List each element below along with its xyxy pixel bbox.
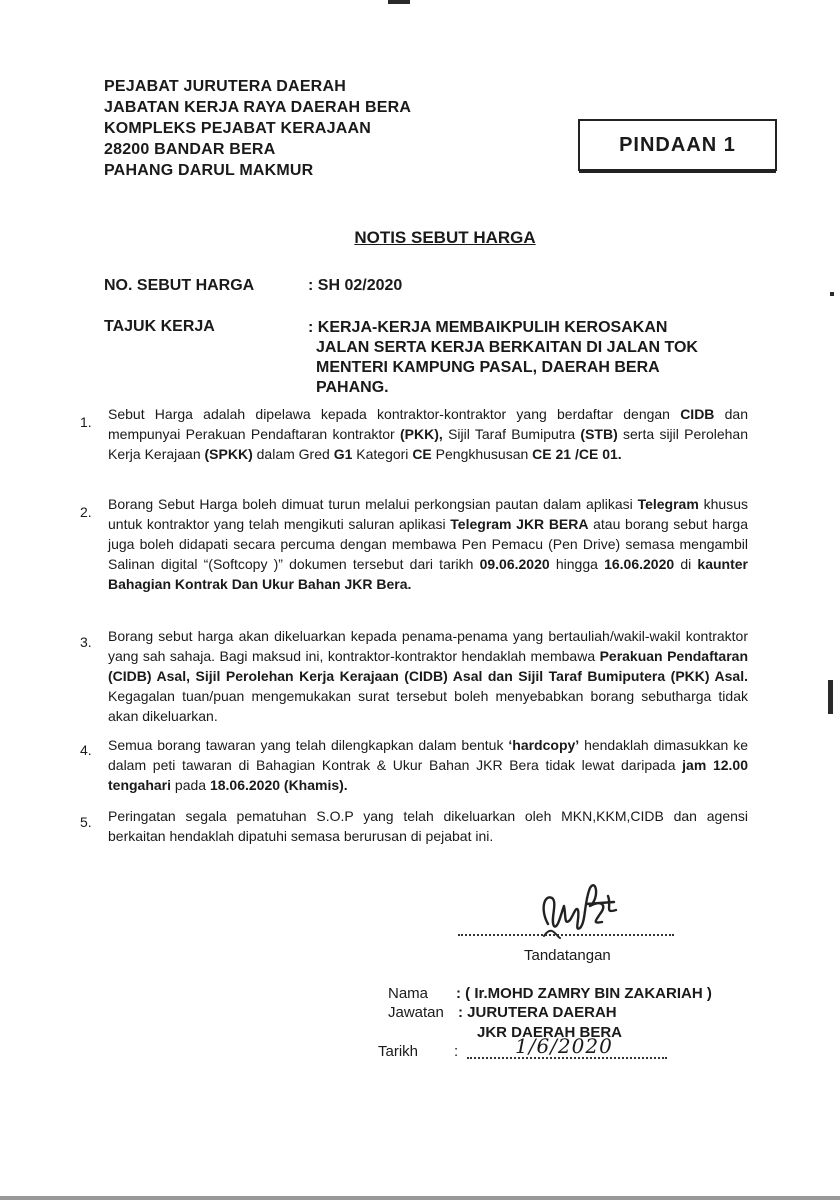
work-title-line: PAHANG.: [316, 379, 389, 396]
text: Kegagalan tuan/puan mengemukakan surat tersebut boleh menyebabkan borang sebutharga tidak akan dikeluarkan.: [108, 688, 748, 724]
paragraph-number: 1.: [80, 414, 92, 430]
text: Sebut Harga adalah dipelawa kepada kontraktor-kontraktor yang berdaftar dengan: [108, 406, 681, 422]
scan-mark-right: [828, 680, 833, 714]
text: Kategori: [352, 446, 413, 462]
bold-text: 18.06.2020 (Khamis).: [209, 777, 348, 793]
office-address: [104, 76, 411, 181]
date-label: Tarikh: [378, 1043, 419, 1060]
paragraph-3: [108, 626, 748, 726]
text: Sijil Taraf Bumiputra: [442, 426, 581, 442]
paragraph-number: 3.: [80, 634, 92, 650]
date-colon: :: [454, 1043, 459, 1060]
signature-icon: [530, 880, 625, 940]
paragraph-5: [108, 806, 748, 846]
address-line: PEJABAT JURUTERA DAERAH: [104, 78, 346, 95]
text: di: [674, 556, 698, 572]
bold-text: Telegram JKR BERA: [450, 516, 589, 532]
text: Borang Sebut Harga boleh dimuat turun melalui perkongsian pautan dalam aplikasi: [108, 496, 638, 512]
address-line: JABATAN KERJA RAYA DAERAH BERA: [104, 99, 412, 116]
bold-text: (PKK),: [400, 426, 443, 442]
position-label: Jawatan: [388, 1004, 444, 1021]
date-value: 1/6/2020: [515, 1034, 613, 1058]
scan-mark-top: [388, 0, 410, 4]
text: pada: [171, 777, 210, 793]
name-value: : ( Ir.MOHD ZAMRY BIN ZAKARIAH ): [456, 985, 712, 1002]
work-title-label: TAJUK KERJA: [104, 318, 215, 335]
text: Borang sebut harga akan dikeluarkan kepada penama-penama yang bertauliah/wakil-wakil kontraktor yang sah sahaja. Bagi maksud ini, kontraktor-kontraktor hendaklah membawa: [108, 628, 748, 664]
text: Semua borang tawaran yang telah dilengkapkan dalam bentuk: [108, 737, 509, 753]
text: khusus untuk kontraktor yang telah mengikuti saluran aplikasi: [108, 496, 748, 532]
text: dalam Gred: [252, 446, 334, 462]
bold-text: Perakuan Pendaftaran (CIDB) Asal, Sijil Perolehan Kerja Kerajaan (CIDB) Asal dan Sijil Taraf Bumiputera (PKK) Asal.: [108, 648, 748, 684]
amendment-label: PINDAAN 1: [619, 133, 736, 156]
bold-text: Telegram: [637, 496, 699, 512]
signature-caption: Tandatangan: [524, 947, 611, 964]
work-title-line: : KERJA-KERJA MEMBAIKPULIH KEROSAKAN: [308, 319, 668, 336]
scan-mark-right-small: [830, 292, 834, 296]
quotation-number-value: : SH 02/2020: [308, 277, 403, 294]
work-title-line: MENTERI KAMPUNG PASAL, DAERAH BERA: [316, 359, 660, 376]
text: atau borang sebut harga juga boleh didapati secara percuma dengan membawa Pen Pemacu (Pen Drive) semasa mengambil Salinan digital “(Softcopy )” dokumen tersebut dari tarikh: [108, 516, 748, 572]
address-line: KOMPLEKS PEJABAT KERAJAAN: [104, 120, 371, 137]
text: hingga: [549, 556, 605, 572]
text: serta sijil Perolehan Kerja Kerajaan: [108, 426, 749, 462]
position-value: : JURUTERA DAERAH: [458, 1004, 617, 1021]
address-line: PAHANG DARUL MAKMUR: [104, 162, 314, 179]
work-title-value: [308, 318, 748, 398]
bold-text: CE 21 /CE 01.: [532, 446, 622, 462]
bold-text: (STB): [580, 426, 618, 442]
text: dan mempunyai Perakuan Pendaftaran kontraktor: [108, 406, 748, 442]
bold-text: G1: [333, 446, 353, 462]
paragraph-1: [108, 404, 748, 464]
paragraph-4: [108, 735, 748, 795]
name-label: Nama: [388, 985, 429, 1002]
bold-text: kaunter Bahagian Kontrak Dan Ukur Bahan JKR Bera.: [108, 556, 748, 592]
bold-text: CIDB: [680, 406, 715, 422]
quotation-number-label: NO. SEBUT HARGA: [104, 277, 255, 294]
amendment-box: [578, 119, 777, 171]
text: Peringatan segala pematuhan S.O.P yang telah dikeluarkan oleh MKN,KKM,CIDB dan agensi berkaitan hendaklah dipatuhi semasa berurusan di pejabat ini.: [108, 808, 748, 844]
bold-text: 09.06.2020: [479, 556, 550, 572]
work-title-line: JALAN SERTA KERJA BERKAITAN DI JALAN TOK: [316, 339, 698, 356]
page-title: NOTIS SEBUT HARGA: [354, 228, 536, 247]
paragraph-number: 2.: [80, 504, 92, 520]
scan-mark-bottom: [0, 1196, 840, 1200]
paragraph-number: 4.: [80, 742, 92, 758]
bold-text: ‘hardcopy’: [508, 737, 580, 753]
signature-line: [458, 934, 674, 936]
bold-text: (SPKK): [204, 446, 253, 462]
text: hendaklah dimasukkan ke dalam peti tawaran di Bahagian Kontrak & Ukur Bahan JKR Bera tidak lewat daripada: [108, 737, 748, 773]
department-value: JKR DAERAH BERA: [477, 1024, 623, 1041]
paragraph-number: 5.: [80, 814, 92, 830]
bold-text: jam 12.00 tengahari: [108, 757, 748, 793]
text: Pengkhususan: [431, 446, 533, 462]
bold-text: 16.06.2020: [604, 556, 675, 572]
paragraph-2: [108, 494, 748, 594]
address-line: 28200 BANDAR BERA: [104, 141, 276, 158]
bold-text: CE: [412, 446, 432, 462]
